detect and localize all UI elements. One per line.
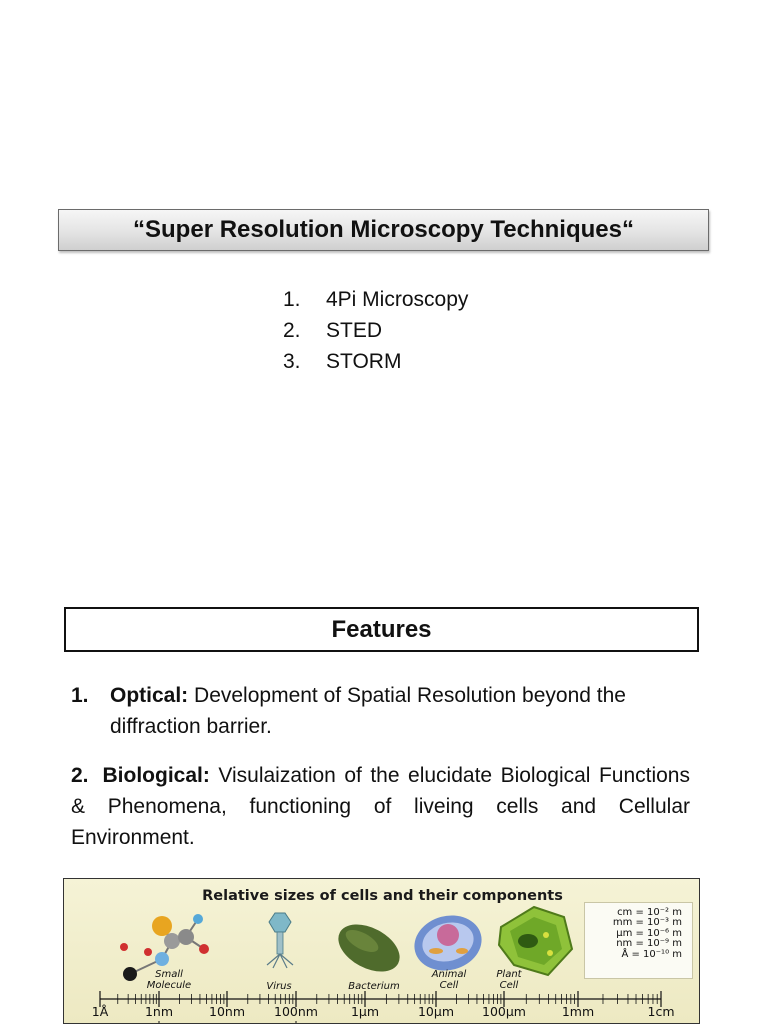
label-small-molecule: Small Molecule	[146, 969, 192, 991]
list-number: 1.	[283, 288, 301, 311]
legend-unit: nm	[616, 938, 633, 950]
legend-value: = 10⁻³ m	[635, 917, 682, 929]
feature-term: Optical:	[110, 684, 189, 707]
scale-tick-label: 1cm	[647, 1004, 675, 1019]
virus-icon	[267, 913, 293, 968]
list-item	[283, 315, 468, 346]
features-heading: Features	[64, 607, 699, 652]
legend-value: = 10⁻² m	[635, 907, 682, 918]
slide-title: “Super Resolution Microscopy Techniques“	[58, 209, 709, 251]
plant-cell-icon	[499, 907, 572, 975]
legend-value: = 10⁻⁹ m	[635, 938, 682, 950]
scale-tick-label: 1μm	[350, 1004, 380, 1019]
animal-cell-icon	[408, 908, 488, 978]
legend-value: = 10⁻¹⁰ m	[631, 948, 682, 960]
feature-term: Biological:	[102, 764, 210, 787]
list-label: STED	[326, 319, 383, 342]
legend-row	[585, 950, 692, 960]
list-number: 3.	[283, 350, 301, 373]
list-item	[283, 284, 468, 315]
scale-tick-label: 100μm	[482, 1004, 526, 1019]
relative-sizes-figure	[63, 878, 700, 1024]
feature-number: 2.	[71, 764, 89, 787]
feature-number: 1.	[71, 684, 89, 707]
feature-text: Development of Spatial Resolution beyond the	[188, 684, 626, 707]
bacterium-icon	[330, 915, 407, 981]
unit-legend	[584, 902, 693, 979]
scale-tick-label: 1Å	[91, 1004, 109, 1019]
legend-unit: mm	[612, 917, 633, 929]
label-plant-cell: Plant Cell	[496, 969, 522, 991]
scale-tick-label: 1mm	[561, 1004, 595, 1019]
feature-line	[71, 680, 691, 711]
feature-text: Visulaization of the elucidate Biological Functions & Phenomena, functioning of liveing cells and Cellular Environment.	[71, 764, 690, 849]
legend-unit: cm	[617, 907, 633, 918]
label-animal-cell: Animal Cell	[431, 969, 467, 991]
list-label: 4Pi Microscopy	[326, 288, 469, 311]
scale-tick-label: 10nm	[208, 1004, 246, 1019]
list-item	[283, 346, 468, 377]
feature-biological	[71, 760, 690, 853]
list-label: STORM	[326, 350, 402, 373]
label-bacterium: Bacterium	[348, 981, 400, 992]
scale-tick-label: 1nm	[144, 1004, 174, 1019]
legend-unit: Å	[621, 948, 629, 960]
feature-text-continued: diffraction barrier.	[110, 715, 272, 738]
scale-tick-label: 10μm	[417, 1004, 455, 1019]
list-number: 2.	[283, 319, 301, 342]
legend-unit: μm	[616, 927, 633, 939]
label-virus: Virus	[266, 981, 292, 992]
scale-tick-label: 100nm	[274, 1004, 318, 1019]
feature-optical	[71, 680, 691, 742]
figure-title: Relative sizes of cells and their components	[202, 888, 563, 904]
technique-list	[283, 284, 468, 377]
legend-value: = 10⁻⁶ m	[635, 927, 682, 939]
